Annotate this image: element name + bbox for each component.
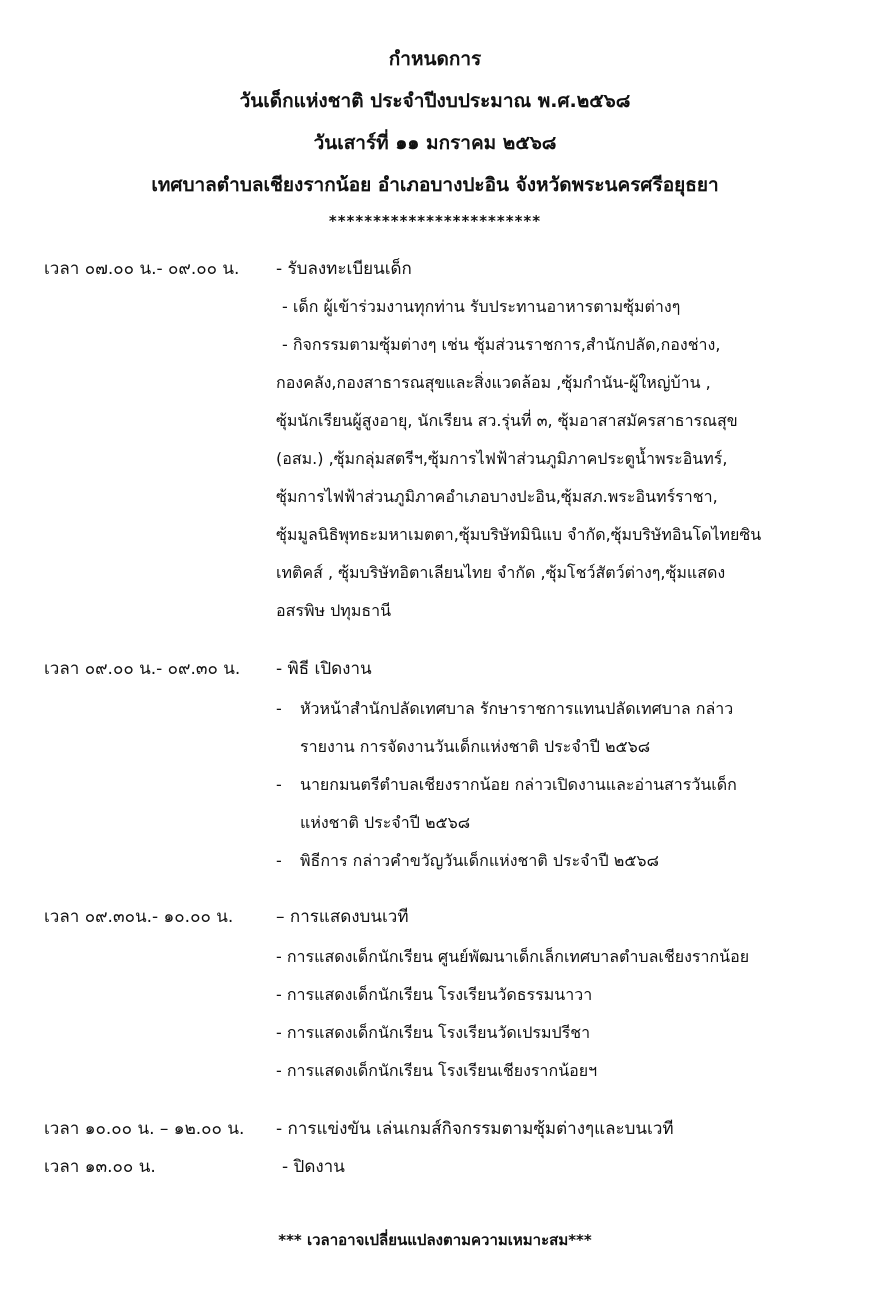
- schedule-time: เวลา ๐๗.๐๐ น.- ๐๙.๐๐ น.: [44, 259, 240, 279]
- detail-line: กองคลัง,กองสาธารณสุขและสิ่งแวดล้อม ,ซุ้มกำนัน-ผู้ใหญ่บ้าน ,: [276, 373, 711, 392]
- step-line: หัวหน้าสำนักปลัดเทศบาล รักษาราชการแทนปลัดเทศบาล กล่าว: [300, 699, 734, 718]
- schedule-details: [276, 942, 836, 1094]
- detail-line: - การแสดงเด็กนักเรียน โรงเรียนเชียงรากน้อยฯ: [276, 1061, 598, 1080]
- schedule-title: - ปิดงาน: [282, 1157, 345, 1177]
- step-line: รายงาน การจัดงานวันเด็กแห่งชาติ ประจำปี ๒๕๖๘: [300, 737, 651, 756]
- detail-line: อสรพิษ ปทุมธานี: [276, 601, 392, 620]
- schedule-title: - การแข่งขัน เล่นเกมส์กิจกรรมตามซุ้มต่างๆและบนเวที: [276, 1119, 674, 1139]
- detail-line: ซุ้มการไฟฟ้าส่วนภูมิภาคอำเภอบางปะอิน,ซุ้มสภ.พระอินทร์ราชา,: [276, 487, 718, 506]
- schedule-title: – การแสดงบนเวที: [276, 907, 409, 927]
- schedule-title: - พิธี เปิดงาน: [276, 659, 372, 679]
- step-line: นายกมนตรีตำบลเชียงรากน้อย กล่าวเปิดงานและอ่านสารวันเด็ก: [300, 775, 737, 794]
- schedule-title: - รับลงทะเบียนเด็ก: [276, 259, 412, 279]
- detail-line: - การแสดงเด็กนักเรียน โรงเรียนวัดเปรมปรีชา: [276, 1023, 591, 1042]
- detail-line: (อสม.) ,ซุ้มกลุ่มสตรีฯ,ซุ้มการไฟฟ้าส่วนภูมิภาคประตูน้ำพระอินทร์,: [276, 449, 728, 468]
- bullet-dash: -: [276, 775, 282, 794]
- schedule-time: เวลา ๑๓.๐๐ น.: [44, 1157, 156, 1177]
- bullet-dash: -: [276, 851, 282, 870]
- document-header: [0, 44, 870, 242]
- schedule-time: เวลา ๑๐.๐๐ น. – ๑๒.๐๐ น.: [44, 1119, 245, 1139]
- step-line: พิธีการ กล่าวคำขวัญวันเด็กแห่งชาติ ประจำปี ๒๕๖๘: [300, 851, 659, 870]
- bullet-dash: -: [276, 699, 282, 718]
- step-line: แห่งชาติ ประจำปี ๒๕๖๘: [300, 813, 471, 832]
- document-title: กำหนดการ: [388, 48, 482, 70]
- detail-line: - กิจกรรมตามซุ้มต่างๆ เช่น ซุ้มส่วนราชการ,สำนักปลัด,กองช่าง,: [282, 335, 721, 354]
- detail-line: ซุ้มมูลนิธิพุทธะมหาเมตตา,ซุ้มบริษัทมินิแบ จำกัด,ซุ้มบริษัทอินโดไทยซิน: [276, 525, 762, 544]
- event-date: วันเสาร์ที่ ๑๑ มกราคม ๒๕๖๘: [313, 132, 557, 154]
- schedule-details: [276, 292, 836, 634]
- schedule-time: เวลา ๐๙.๓๐น.- ๑๐.๐๐ น.: [44, 907, 234, 927]
- schedule-time: เวลา ๐๙.๐๐ น.- ๐๙.๓๐ น.: [44, 659, 241, 679]
- header-divider: ************************: [328, 212, 542, 230]
- detail-line: - เด็ก ผู้เข้าร่วมงานทุกท่าน รับประทานอาหารตามซุ้มต่างๆ: [282, 297, 681, 316]
- detail-line: ซุ้มนักเรียนผู้สูงอายุ, นักเรียน สว.รุ่นที่ ๓, ซุ้มอาสาสมัครสาธารณสุข: [276, 411, 738, 430]
- detail-line: - การแสดงเด็กนักเรียน ศูนย์พัฒนาเด็กเล็กเทศบาลตำบลเชียงรากน้อย: [276, 947, 750, 966]
- detail-line: - การแสดงเด็กนักเรียน โรงเรียนวัดธรรมนาวา: [276, 985, 593, 1004]
- event-location: เทศบาลตำบลเชียงรากน้อย อำเภอบางปะอิน จังหวัดพระนครศรีอยุธยา: [151, 174, 719, 196]
- event-name: วันเด็กแห่งชาติ ประจำปีงบประมาณ พ.ศ.๒๕๖๘: [239, 90, 631, 112]
- footer-note: *** เวลาอาจเปลี่ยนแปลงตามความเหมาะสม***: [278, 1231, 592, 1249]
- detail-line: เทติคส์ , ซุ้มบริษัทอิตาเลียนไทย จำกัด ,ซุ้มโชว์สัตว์ต่างๆ,ซุ้มแสดง: [276, 563, 726, 582]
